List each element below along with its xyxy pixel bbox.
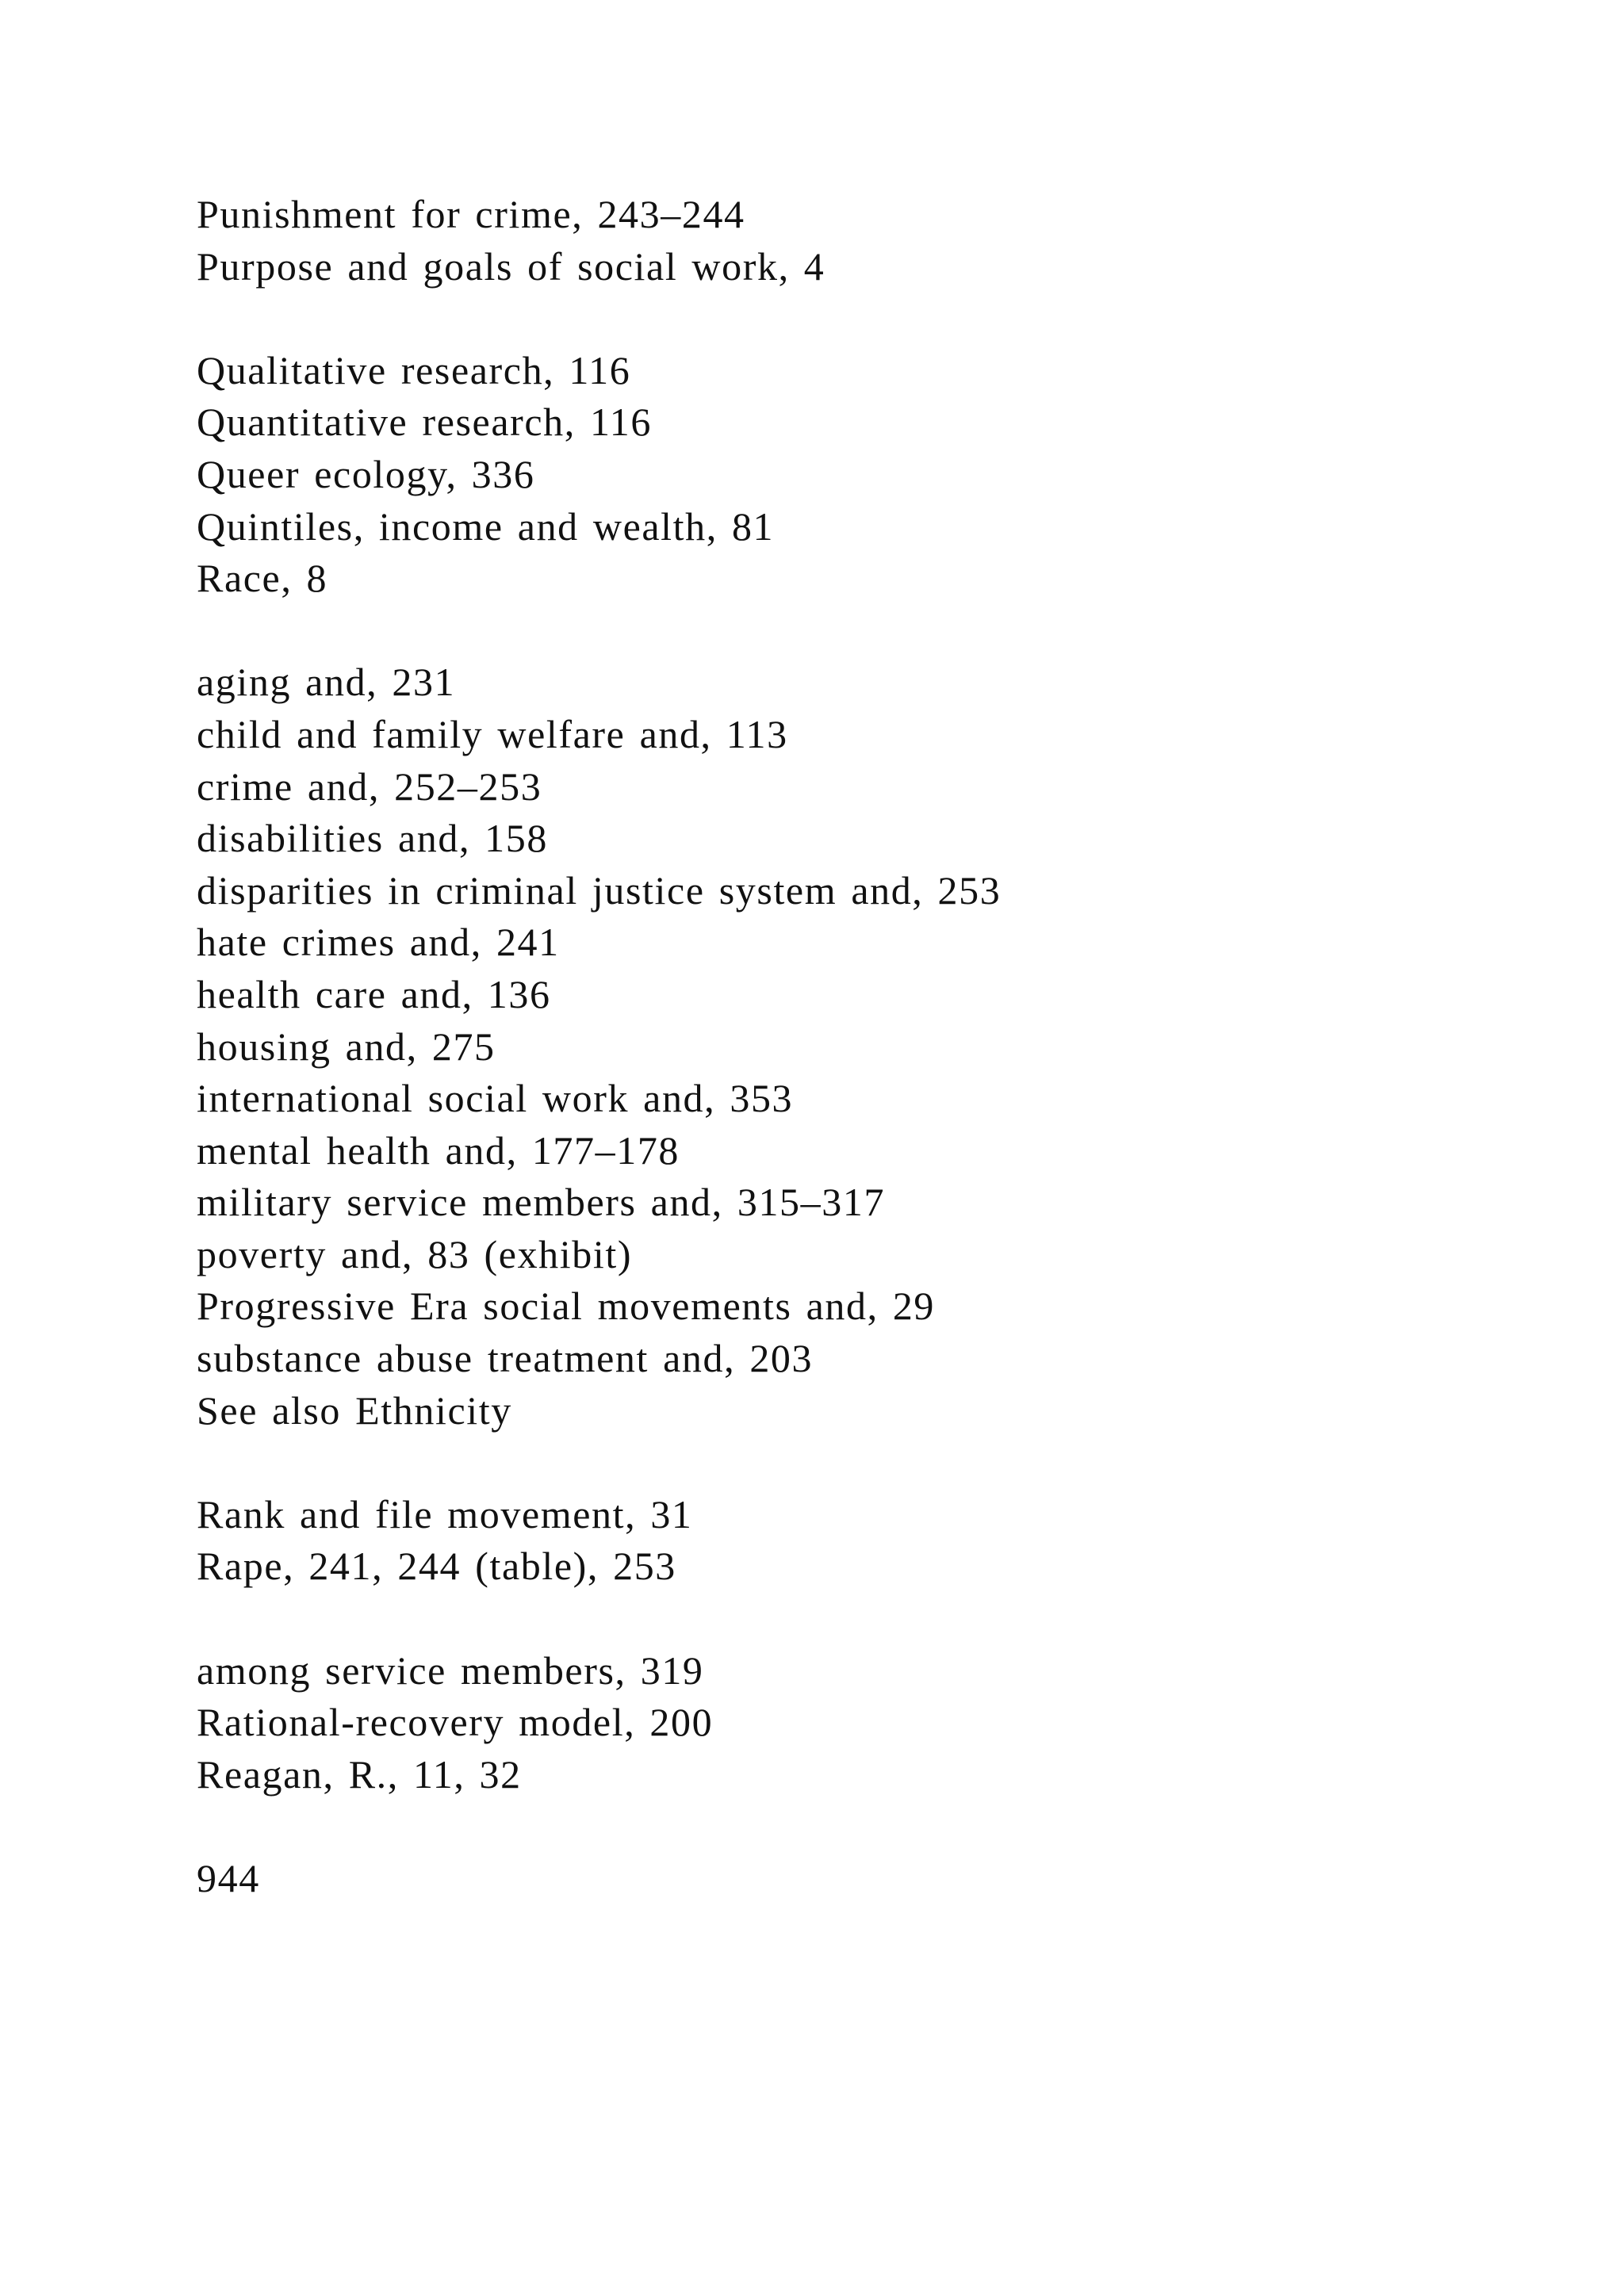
- index-subentry: hate crimes and, 241: [197, 920, 560, 965]
- index-entry: Reagan, R., 11, 32: [197, 1751, 522, 1797]
- index-subentry: disabilities and, 158: [197, 816, 548, 861]
- index-entry: Purpose and goals of social work, 4: [197, 243, 825, 289]
- index-subentry: Progressive Era social movements and, 29: [197, 1284, 936, 1329]
- index-subentry: health care and, 136: [197, 971, 551, 1016]
- index-subentry: military service members and, 315–317: [197, 1180, 886, 1225]
- index-entry: Queer ecology, 336: [197, 451, 535, 496]
- index-subentry: crime and, 252–253: [197, 763, 542, 809]
- index-subentry: child and family welfare and, 113: [197, 711, 788, 756]
- index-subentry: housing and, 275: [197, 1024, 496, 1069]
- index-subentry: aging and, 231: [197, 660, 456, 705]
- index-subentry: international social work and, 353: [197, 1076, 794, 1121]
- index-cross-reference: See also Ethnicity: [197, 1387, 512, 1433]
- index-entry: Race, 8: [197, 556, 328, 601]
- index-subentry: substance abuse treatment and, 203: [197, 1336, 814, 1381]
- blank-line: [197, 293, 1545, 345]
- blank-line: [197, 1437, 1545, 1489]
- index-entry: Quintiles, income and wealth, 81: [197, 503, 775, 549]
- index-entry: Qualitative research, 116: [197, 347, 631, 392]
- index-entries: [197, 189, 1545, 1905]
- blank-line: [197, 1593, 1545, 1645]
- blank-line: [197, 605, 1545, 657]
- page-number: 944: [197, 1856, 260, 1900]
- index-subentry: poverty and, 83 (exhibit): [197, 1231, 633, 1276]
- index-entry: Rape, 241, 244 (table), 253: [197, 1544, 676, 1589]
- index-entry: Quantitative research, 116: [197, 400, 652, 445]
- index-subentry: among service members, 319: [197, 1647, 704, 1693]
- blank-line: [197, 1800, 1545, 1853]
- index-subentry: disparities in criminal justice system and, 253: [197, 867, 1002, 913]
- index-entry: Rational-recovery model, 200: [197, 1700, 714, 1745]
- index-entry: Punishment for crime, 243–244: [197, 192, 745, 236]
- index-subentry: mental health and, 177–178: [197, 1127, 680, 1173]
- index-entry: Rank and file movement, 31: [197, 1491, 693, 1536]
